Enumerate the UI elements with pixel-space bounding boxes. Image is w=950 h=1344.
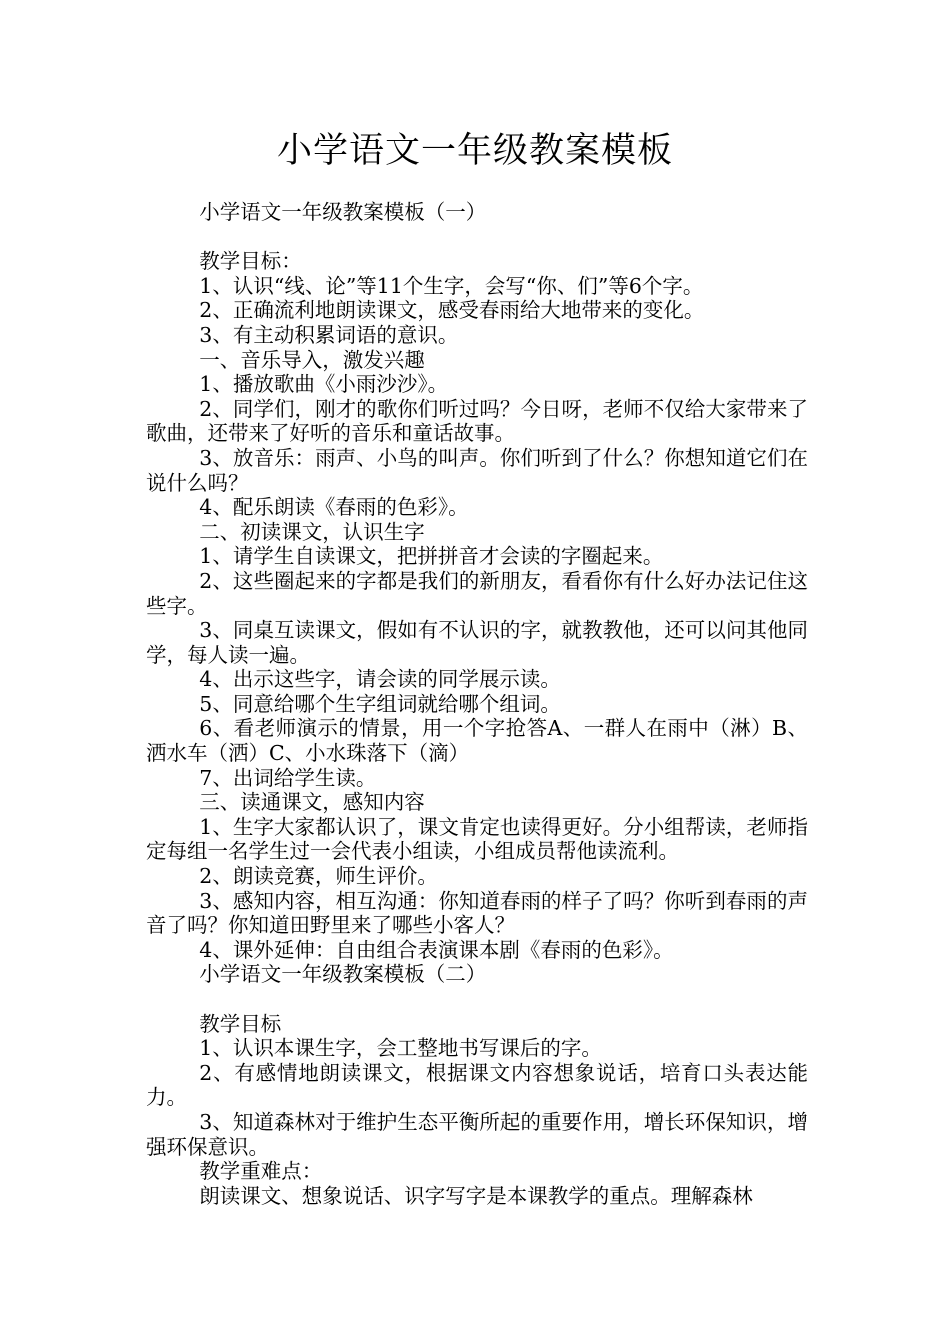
page-title: 小学语文一年级教案模板 — [276, 131, 673, 171]
paragraph: 6、看老师演示的情景，用一个字抢答A、一群人在雨中（淋）B、洒水车（洒）C、小水珠落下（滴） — [146, 716, 808, 766]
paragraph: 4、出示这些字，请会读的同学展示读。 — [199, 667, 561, 692]
paragraph: 教学重难点： — [199, 1159, 323, 1184]
paragraph: 2、正确流利地朗读课文，感受春雨给大地带来的变化。 — [199, 298, 705, 323]
paragraph: 3、有主动积累词语的意识。 — [199, 322, 459, 347]
blank-line — [146, 225, 808, 250]
paragraph: 3、感知内容，相互沟通：你知道春雨的样子了吗？你听到春雨的声音了吗？你知道田野里来了哪些小客人？ — [146, 888, 808, 938]
paragraph: 1、认识“线、论”等11个生字，会写“你、们”等6个字。 — [199, 273, 704, 298]
paragraph: 二、初读课文，认识生字 — [199, 519, 425, 544]
section-heading-2: 小学语文一年级教案模板（二） — [199, 962, 487, 987]
paragraph: 1、认识本课生字，会工整地书写课后的字。 — [199, 1036, 602, 1061]
paragraph: 5、同意给哪个生字组词就给哪个组词。 — [199, 691, 561, 716]
document-body — [146, 200, 808, 1208]
paragraph: 2、同学们，刚才的歌你们听过吗？今日呀，老师不仅给大家带来了歌曲，还带来了好听的音乐和童话故事。 — [146, 396, 808, 446]
paragraph: 1、请学生自读课文，把拼拼音才会读的字圈起来。 — [199, 544, 664, 569]
paragraph: 1、播放歌曲《小雨沙沙》。 — [199, 372, 449, 397]
paragraph: 3、知道森林对于维护生态平衡所起的重要作用，增长环保知识，增强环保意识。 — [146, 1109, 808, 1159]
paragraph: 3、放音乐：雨声、小鸟的叫声。你们听到了什么？你想知道它们在说什么吗？ — [146, 445, 808, 495]
paragraph: 三、读通课文，感知内容 — [199, 790, 425, 815]
paragraph: 4、配乐朗读《春雨的色彩》。 — [199, 495, 469, 520]
paragraph: 7、出词给学生读。 — [199, 765, 377, 790]
paragraph: 3、同桌互读课文，假如有不认识的字，就教教他，还可以问其他同学，每人读一遍。 — [146, 618, 808, 667]
paragraph: 2、有感情地朗读课文，根据课文内容想象说话，培育口头表达能力。 — [146, 1060, 808, 1110]
paragraph: 4、课外延伸：自由组合表演课本剧《春雨的色彩》。 — [199, 937, 674, 962]
blank-line — [146, 987, 808, 1012]
paragraph: 2、朗读竞赛，师生评价。 — [199, 864, 438, 889]
section-heading-1: 小学语文一年级教案模板（一） — [199, 200, 487, 224]
paragraph: 教学目标 — [199, 1011, 282, 1036]
paragraph: 教学目标： — [199, 249, 302, 274]
paragraph: 1、生字大家都认识了，课文肯定也读得更好。分小组帮读，老师指定每组一名学生过一会代表小组读，小组成员帮他读流利。 — [146, 814, 808, 864]
paragraph: 一、音乐导入，激发兴趣 — [199, 347, 425, 372]
paragraph: 朗读课文、想象说话、识字写字是本课教学的重点。理解森林 — [199, 1183, 753, 1208]
paragraph: 2、这些圈起来的字都是我们的新朋友，看看你有什么好办法记住这些字。 — [146, 568, 808, 618]
